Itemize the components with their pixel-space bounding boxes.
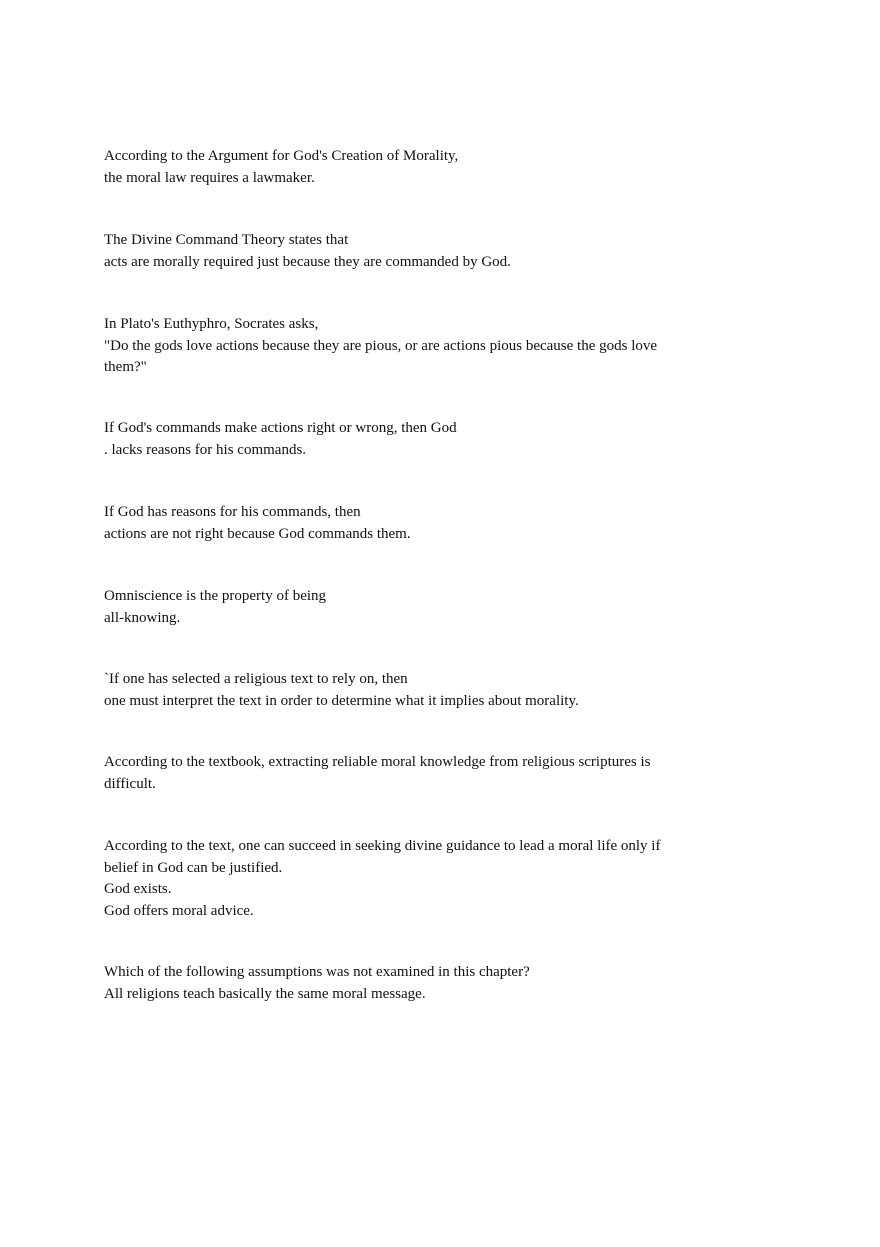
qa-item <box>104 669 704 712</box>
question-text: If God's commands make actions right or wrong, then God <box>104 420 457 436</box>
qa-item <box>104 586 704 629</box>
answer-text: God offers moral advice. <box>104 902 254 919</box>
answer-text: . lacks reasons for his commands. <box>104 441 307 458</box>
question-text: According to the Argument for God's Creation of Morality, <box>104 148 459 164</box>
question-text: Which of the following assumptions was not examined in this chapter? <box>104 964 530 980</box>
qa-item <box>104 752 704 795</box>
answer-text: acts are morally required just because they are commanded by God. <box>104 253 511 270</box>
answer-text: the moral law requires a lawmaker. <box>104 169 315 186</box>
question-text: `If one has selected a religious text to rely on, then <box>104 671 408 687</box>
qa-item <box>104 314 704 379</box>
qa-item <box>104 146 704 189</box>
answer-text: All religions teach basically the same moral message. <box>104 985 426 1002</box>
answer-text: "Do the gods love actions because they are pious, or are actions pious because the gods love <box>104 337 658 354</box>
qa-item <box>104 502 704 545</box>
answer-text-continued: them?" <box>104 359 147 375</box>
qa-item <box>104 836 704 922</box>
qa-item <box>104 418 704 461</box>
answer-text: belief in God can be justified. <box>104 859 283 876</box>
question-text: According to the text, one can succeed in seeking divine guidance to lead a moral life only if <box>104 838 661 854</box>
answer-text: all-knowing. <box>104 609 181 626</box>
question-text: If God has reasons for his commands, then <box>104 504 361 520</box>
answer-text: actions are not right because God commands them. <box>104 525 411 542</box>
answer-text: difficult. <box>104 775 156 792</box>
question-text: Omniscience is the property of being <box>104 588 327 604</box>
question-text: The Divine Command Theory states that <box>104 232 349 248</box>
qa-item <box>104 230 704 273</box>
answer-text: one must interpret the text in order to determine what it implies about morality. <box>104 692 579 709</box>
question-text: In Plato's Euthyphro, Socrates asks, <box>104 316 319 332</box>
answer-text: God exists. <box>104 881 172 897</box>
question-text: According to the textbook, extracting reliable moral knowledge from religious scriptures is <box>104 754 651 770</box>
qa-item <box>104 962 704 1005</box>
